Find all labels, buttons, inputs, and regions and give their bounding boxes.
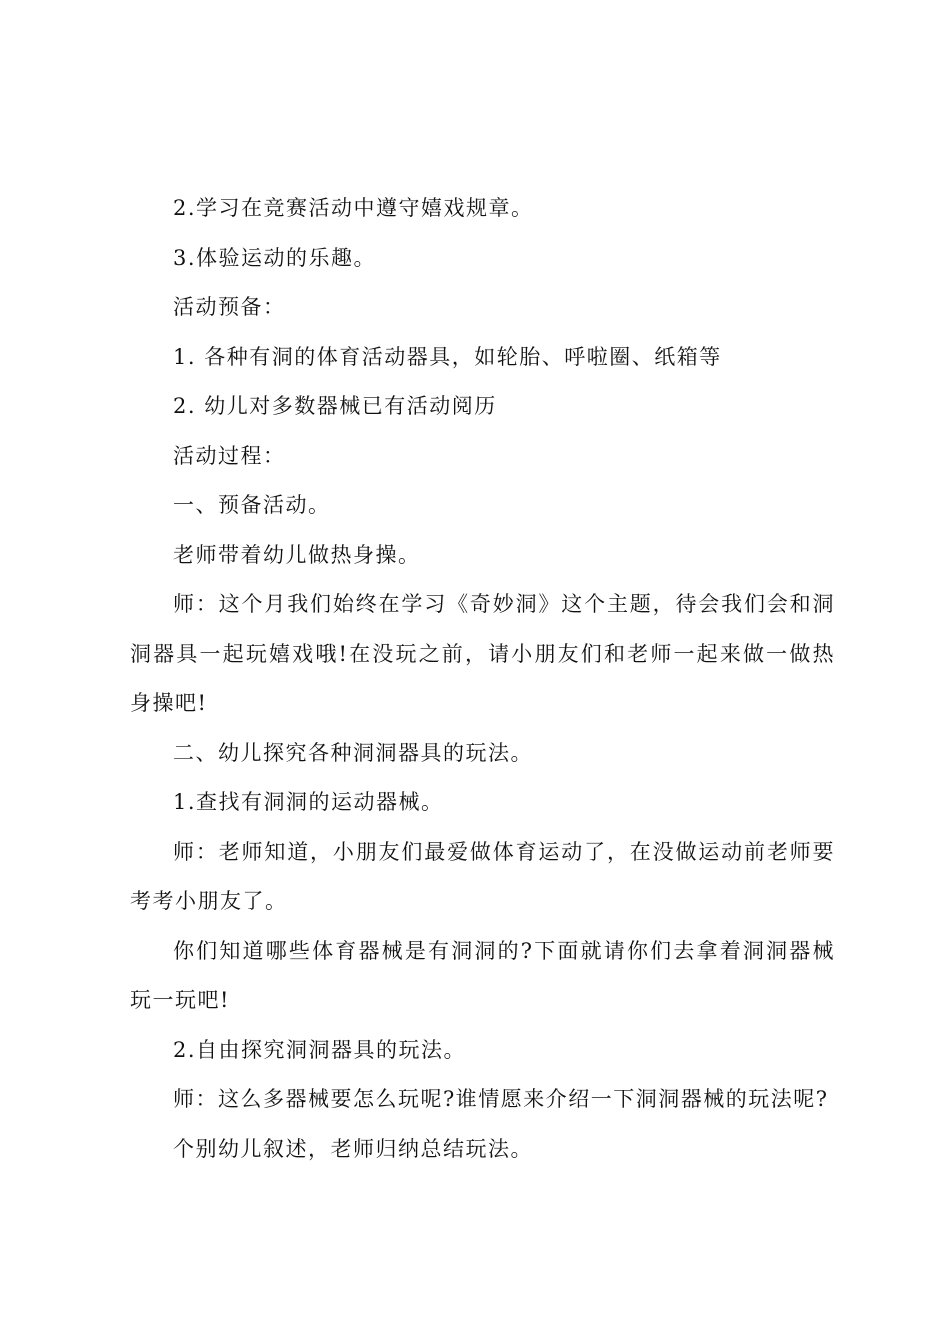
list-item: 2. 幼儿对多数器械已有活动阅历	[173, 394, 497, 418]
list-item: 2.自由探究洞洞器具的玩法。	[173, 1037, 467, 1062]
section-heading: 活动预备：	[173, 295, 286, 319]
paragraph: 个别幼儿叙述，老师归纳总结玩法。	[173, 1136, 533, 1161]
list-item: 1. 各种有洞的体育活动器具，如轮胎、呼啦圈、纸箱等	[173, 344, 722, 369]
dialogue-paragraph: 师：老师知道，小朋友们最爱做体育运动了，在没做运动前老师要考考小朋友了。	[130, 839, 835, 913]
paragraph: 老师带着幼儿做热身操。	[173, 542, 421, 567]
dialogue-paragraph: 师：这个月我们始终在学习《奇妙洞》这个主题，待会我们会和洞洞器具一起玩嬉戏哦!在没玩之前，请小朋友们和老师一起来做一做热身操吧!	[130, 592, 835, 715]
dialogue-paragraph: 你们知道哪些体育器械是有洞洞的?下面就请你们去拿着洞洞器械玩一玩吧!	[130, 938, 835, 1012]
paragraph: 2.学习在竞赛活动中遵守嬉戏规章。	[173, 196, 534, 220]
section-heading: 活动过程：	[173, 443, 286, 468]
subsection-heading: 一、预备活动。	[173, 493, 331, 517]
subsection-heading: 二、幼儿探究各种洞洞器具的玩法。	[173, 740, 533, 765]
document-body	[130, 184, 835, 1174]
list-item: 1.查找有洞洞的运动器械。	[173, 790, 444, 814]
paragraph: 3.体验运动的乐趣。	[173, 245, 377, 270]
dialogue-paragraph: 师：这么多器械要怎么玩呢?谁情愿来介绍一下洞洞器械的玩法呢?	[173, 1087, 829, 1111]
